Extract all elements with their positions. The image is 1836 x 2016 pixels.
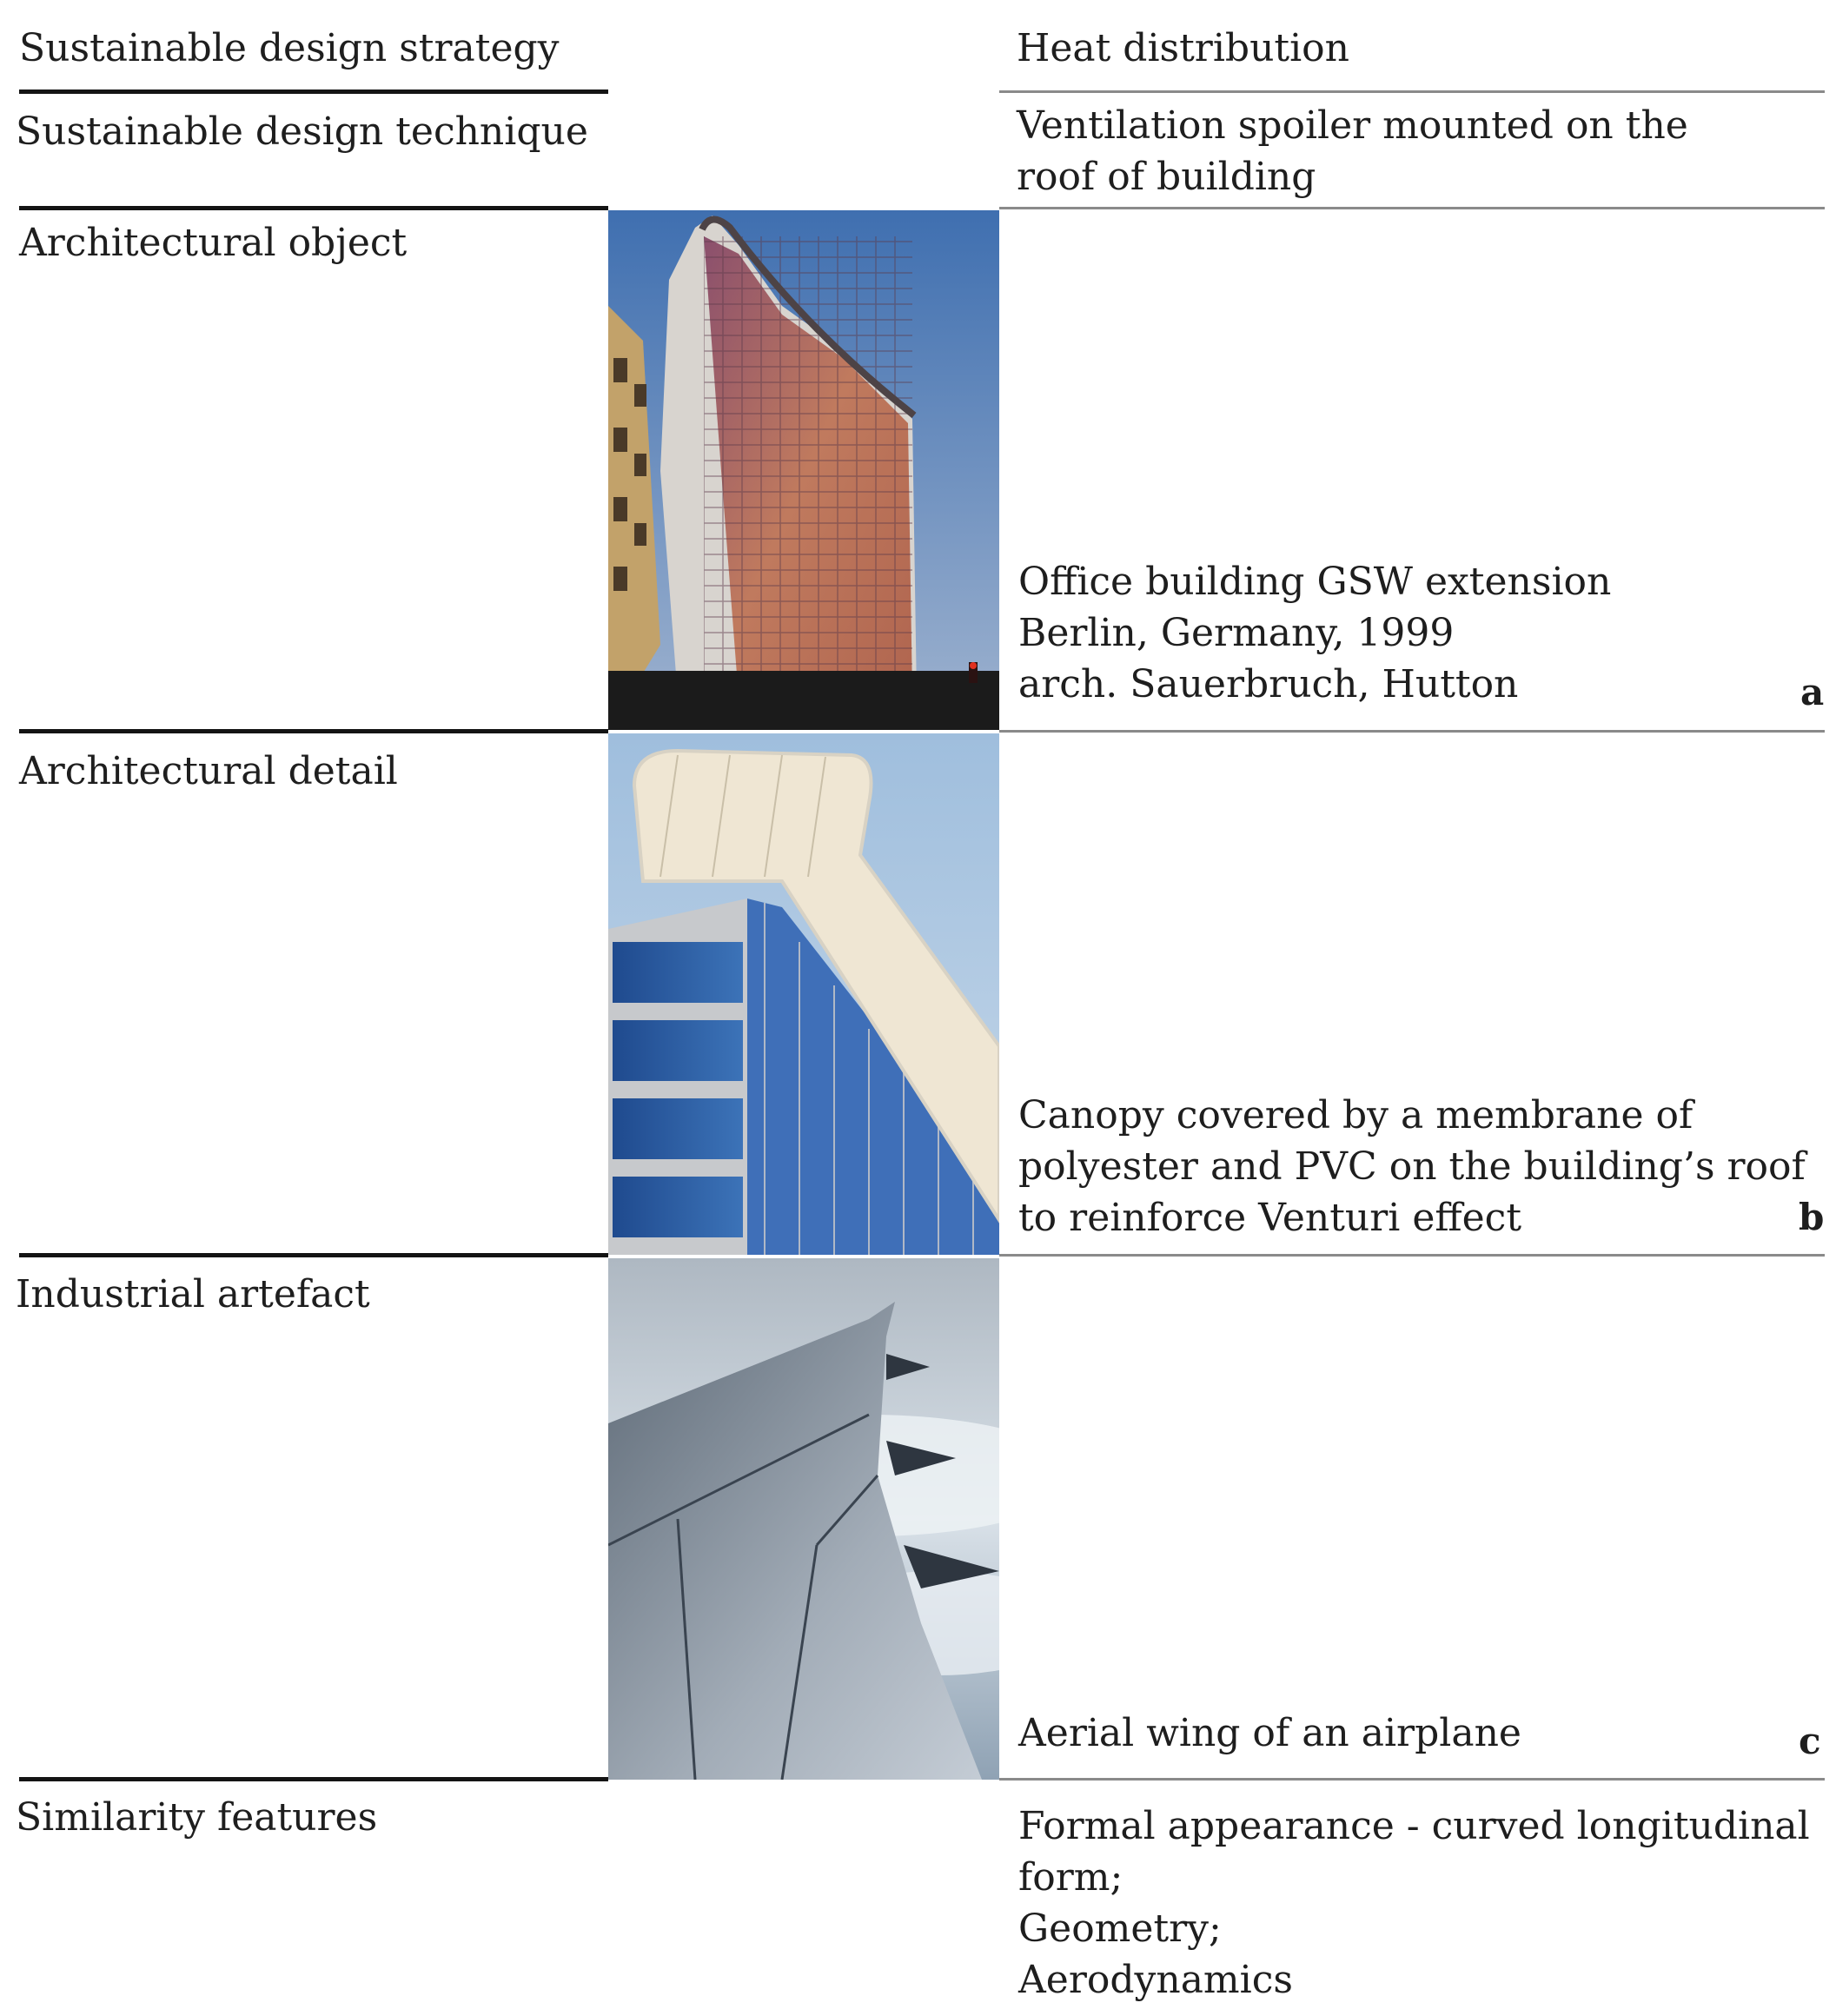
technique-value-line-1: Ventilation spoiler mounted on the <box>1017 103 1688 148</box>
rule-object-left <box>19 729 608 733</box>
similarity-label: Similarity features <box>16 1795 378 1840</box>
artefact-caption-line-1: Aerial wing of an airplane <box>1018 1711 1521 1755</box>
detail-caption-line-1: Canopy covered by a membrane of <box>1018 1093 1693 1137</box>
similarity-value-line-2: form; <box>1018 1855 1123 1900</box>
rule-detail-left <box>19 1253 608 1257</box>
rule-strategy-right <box>999 90 1825 93</box>
photo-airplane-wing <box>608 1258 999 1780</box>
detail-caption-line-2: polyester and PVC on the building’s roof <box>1018 1144 1806 1189</box>
detail-label: Architectural detail <box>19 749 398 793</box>
rule-technique-left <box>19 206 608 210</box>
object-caption-line-1: Office building GSW extension <box>1018 560 1612 604</box>
strategy-value: Heat distribution <box>1017 26 1350 70</box>
object-caption-line-2: Berlin, Germany, 1999 <box>1018 611 1455 655</box>
artefact-label: Industrial artefact <box>16 1272 370 1316</box>
photo-canopy-roof <box>608 733 999 1255</box>
rule-detail-right <box>999 1254 1825 1257</box>
technique-value-line-2: roof of building <box>1017 155 1316 199</box>
photo-gsw-building <box>608 210 999 730</box>
rule-artefact-left <box>19 1777 608 1781</box>
rule-object-right <box>999 730 1825 733</box>
similarity-value-line-1: Formal appearance - curved longitudinal <box>1018 1804 1810 1848</box>
label-b: b <box>1799 1196 1825 1238</box>
label-a: a <box>1800 671 1825 713</box>
rule-strategy-left <box>19 90 608 94</box>
similarity-value-line-3: Geometry; <box>1018 1907 1222 1951</box>
strategy-label: Sustainable design strategy <box>19 26 560 70</box>
label-c: c <box>1799 1720 1821 1762</box>
rule-technique-right <box>999 207 1825 209</box>
object-label: Architectural object <box>19 221 408 265</box>
detail-caption-line-3: to reinforce Venturi effect <box>1018 1196 1522 1240</box>
similarity-value-line-4: Aerodynamics <box>1018 1958 1293 2002</box>
object-caption-line-3: arch. Sauerbruch, Hutton <box>1018 662 1519 706</box>
technique-label: Sustainable design technique <box>16 109 588 154</box>
rule-artefact-right <box>999 1778 1825 1781</box>
